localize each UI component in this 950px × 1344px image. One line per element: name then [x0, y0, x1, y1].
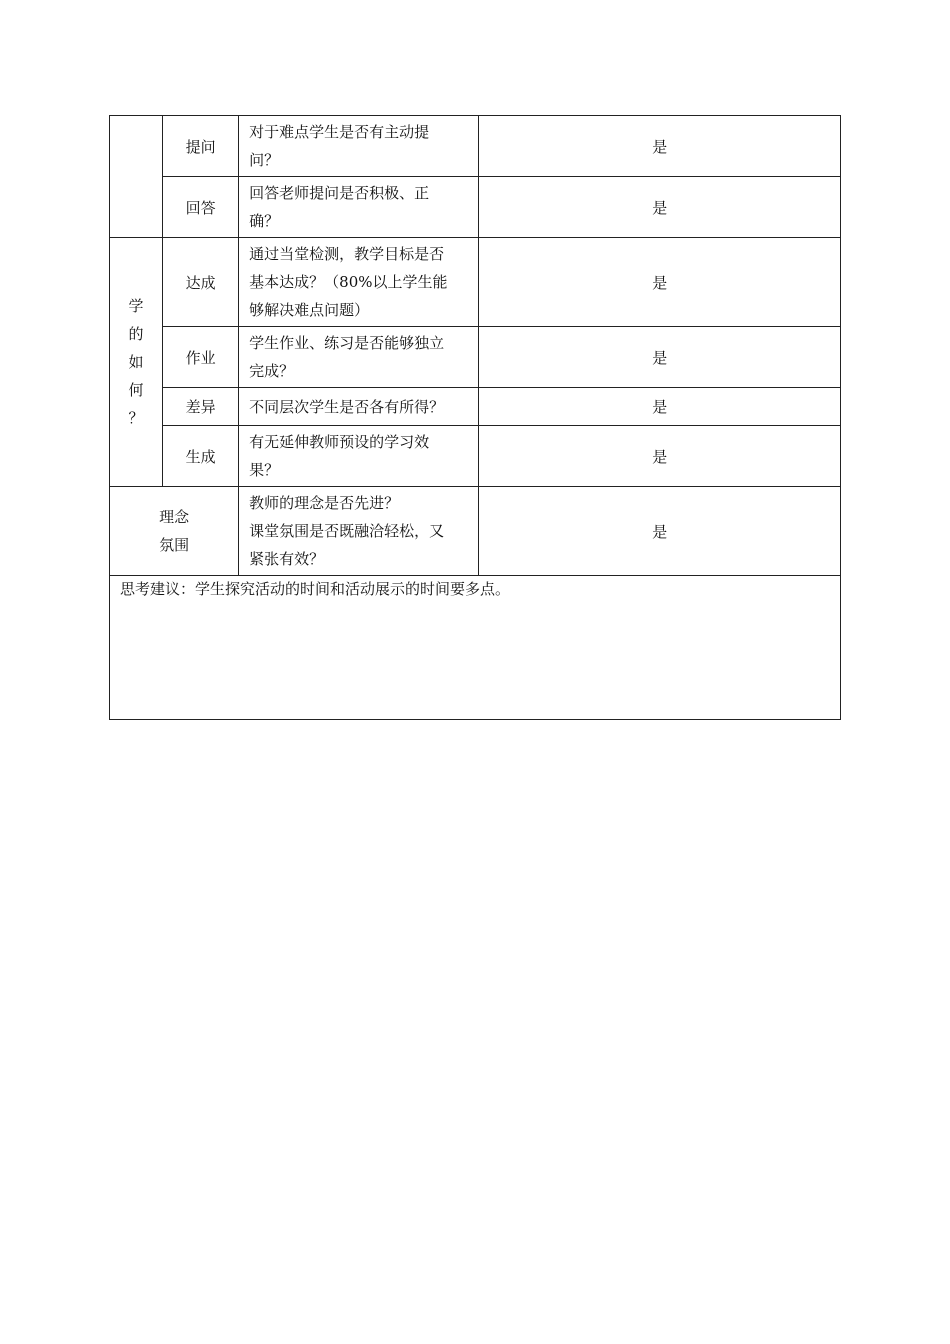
- question-line: 确？: [249, 212, 280, 230]
- question-cell: [239, 327, 479, 388]
- question-line: 够解决难点问题）: [249, 301, 370, 319]
- question-line: 通过当堂检测，教学目标是否: [249, 245, 445, 263]
- label-char: 何: [128, 381, 144, 399]
- vertical-group-label: [128, 292, 144, 432]
- question-line: 不同层次学生是否各有所得？: [249, 397, 445, 416]
- table-row: [110, 426, 841, 487]
- table-row: [110, 487, 841, 576]
- question-cell: [239, 487, 479, 576]
- answer-value: 是: [479, 177, 841, 238]
- table-row: [110, 388, 841, 426]
- question-line: 有无延伸教师预设的学习效: [249, 433, 430, 451]
- answer-value: 是: [479, 116, 841, 177]
- atmosphere-label: 氛围: [159, 536, 190, 554]
- label-char: 学: [128, 297, 144, 315]
- label-char: ？: [128, 409, 144, 427]
- concept-label-cell: [110, 487, 239, 576]
- table-row: [110, 576, 841, 720]
- question-line: 果？: [249, 461, 280, 479]
- question-line: 完成？: [249, 362, 295, 380]
- question-cell: [239, 426, 479, 487]
- item-label: 作业: [163, 327, 239, 388]
- group-label-cell: [110, 116, 163, 238]
- evaluation-table: [109, 115, 841, 720]
- question-line: 学生作业、练习是否能够独立: [249, 334, 445, 352]
- question-line: 回答老师提问是否积极、正: [249, 184, 430, 202]
- question-line: 基本达成？（80%以上学生能: [249, 273, 448, 291]
- item-label: 差异: [163, 388, 239, 426]
- question-line: 问？: [249, 151, 280, 169]
- question-cell: [239, 388, 479, 426]
- reflection-note: 思考建议：学生探究活动的时间和活动展示的时间要多点。: [110, 576, 841, 720]
- question-line: 紧张有效？: [249, 550, 325, 568]
- question-cell: [239, 177, 479, 238]
- item-label: 生成: [163, 426, 239, 487]
- item-label: 达成: [163, 238, 239, 327]
- table-row: [110, 327, 841, 388]
- label-char: 如: [128, 353, 144, 371]
- table-row: [110, 177, 841, 238]
- question-line: 课堂氛围是否既融洽轻松，又: [249, 522, 445, 540]
- question-cell: [239, 116, 479, 177]
- question-line: 对于难点学生是否有主动提: [249, 123, 430, 141]
- answer-value: 是: [479, 487, 841, 576]
- question-cell: [239, 238, 479, 327]
- table-row: [110, 238, 841, 327]
- answer-value: 是: [479, 388, 841, 426]
- answer-value: 是: [479, 426, 841, 487]
- item-label: 回答: [163, 177, 239, 238]
- question-line: 教师的理念是否先进？: [249, 494, 400, 512]
- answer-value: 是: [479, 238, 841, 327]
- group-label-cell: [110, 238, 163, 487]
- item-label: 提问: [163, 116, 239, 177]
- answer-value: 是: [479, 327, 841, 388]
- table-row: [110, 116, 841, 177]
- label-char: 的: [128, 325, 144, 343]
- concept-label: 理念: [159, 508, 190, 526]
